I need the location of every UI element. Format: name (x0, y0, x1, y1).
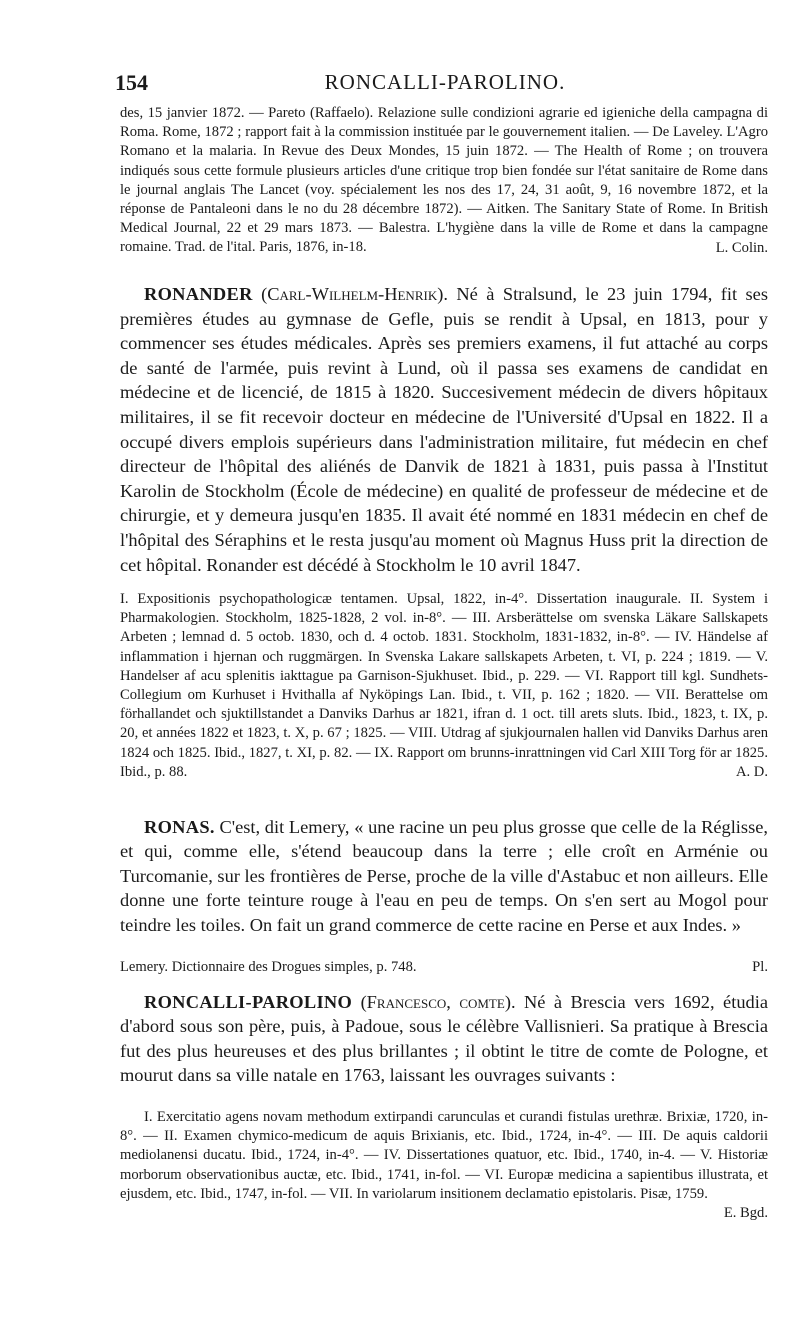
entry-roncalli (120, 990, 768, 1088)
works-text-ronander: I. Expositionis psychopathologicæ tentamen. Upsal, 1822, in-4°. Dissertation inaugurale. II. System i Pharmakologien. Stockholm, 1825-1828, 2 vol. in-8°. — III. Arsberättelse om svenska Läkare Sallskapets Arbeten ; lemnad d. 5 octob. 1830, och d. 4 octob. 1831. Stockholm, 1831-1832, in-8°. — IV. Händelse af inflammation i hjernan och ruggmärgen. In Svenska Lakare sallskapets Arbeten, t. VI, p. 224 ; 1819. — V. Handelser af acu splenitis iakttague pa Garnison-Sjukhuset. Ibid., p. 229. — VI. Rapport till kgl. Sundhets-Collegium om Kurhuset i Hvithalla af Nyköpings Lan. Ibid., t. VII, p. 162 ; 1820. — VII. Berattelse om förhallandet och sjuktillstandet a Danviks Darhus ar 1821, ifran d. 1 oct. till arets sluts. Ibid., 1823, t. IX, p. 20, et années 1822 et 1823, t. X, p. 67 ; 1825. — VIII. Utdrag af sjukjournalen hallen vid Danviks Darhus aren 1824 och 1825. Ibid., 1827, t. XI, p. 82. — IX. Rapport om brunns-inrattningen vid Carl XIII Torg för ar 1825. Ibid., p. 88. (120, 591, 768, 780)
works-text-roncalli: I. Exercitatio agens novam methodum extirpandi carunculas et curandi fistulas urethræ. Brixiæ, 1720, in-8°. — II. Examen chymico-medicum de aquis Brixianis, etc. Ibid., 1724, in-4°. — III. De aquis caldorii mediolanensi ducatu. Ibid., 1724, in-4°. — IV. Dissertationes quatuor, etc. Ibid., 1740, in-4. — V. Historiæ morborum observationibus auctæ, etc. Ibid., 1741, in-fol. — VI. Europæ medicina a sapientibus illustrata, et ejusdem, etc. Ibid., 1747, in-fol. — VII. In variolarum insitionem declamatio epistolaris. Pisæ, 1759. (120, 1109, 768, 1202)
running-title: RONCALLI-PAROLINO. (324, 70, 566, 94)
page-number: 154 (115, 70, 148, 95)
works-roncalli (120, 1108, 768, 1223)
entry-ronas (120, 815, 768, 937)
entry-text-ronas: C'est, dit Lemery, « une racine un peu plus grosse que celle de la Réglisse, et qui, comme elle, s'étend beaucoup dans la terre ; elle croît en Arménie ou Turcomanie, sur les frontières de Perse, proche de la ville d'Astabuc et non ailleurs. Elle donne une forte teinture rouge à l'eau en peu de temps. On s'en sert au Mogol pour teindre les toiles. On fait un grand commerce de cette racine en Perse et aux Indes. » (120, 817, 768, 935)
headword-ronander: RONANDER (144, 284, 253, 304)
headword-ronas: RONAS. (144, 817, 215, 837)
forenames-ronander: (Carl-Wilhelm-Henrik). (261, 284, 448, 304)
entry-text-roncalli: Né à Brescia vers 1692, étudia d'abord sous son père, puis, à Padoue, sous le célèbre Vallisnieri. Sa pratique à Brescia fut des plus heureuses et des plus brillantes ; il obtint le titre de comte de Pologne, et mourut dans sa ville natale en 1763, laissant les ouvrages suivants : (120, 992, 768, 1086)
entry-text-ronander: Né à Stralsund, le 23 juin 1794, fit ses premières études au gymnase de Gefle, puis se rendit à Upsal, en 1813, pour y commencer ses études médicales. Après ses premiers examens, il fut attaché au corps de santé de l'armée, puis revint à Lund, où il passa ses examens de candidat en médecine et de licencié, de 1815 à 1820. Succesivement médecin de divers hôpitaux militaires, il se fit recevoir docteur en médecine de l'Université d'Upsal en 1822. Il a occupé divers emplois supérieurs dans l'administration militaire, fut médecin en chef directeur de l'hôpital des aliénés de Danvik de 1821 à 1831, puis passa à l'Institut Karolin de Stockholm (École de médecine) en qualité de professeur de médecine et de chirurgie, et y demeura jusqu'en 1835. Il avait été nommé en 1831 médecin en chef de l'hôpital des Séraphins et le resta jusqu'au moment où Magnus Huss prit la direction de cet hôpital. Ronander est décédé à Stockholm le 10 avril 1847. (120, 284, 768, 575)
bibliography-continued (120, 104, 768, 258)
source-ronas (120, 958, 768, 977)
page-header (115, 70, 775, 100)
works-ronander (120, 590, 768, 782)
entry-ronander (120, 282, 768, 577)
source-text-ronas: Lemery. Dictionnaire des Drogues simples, p. 748. (120, 959, 417, 975)
forenames-roncalli: (Francesco, comte). (360, 992, 516, 1012)
bibliography-text: des, 15 janvier 1872. — Pareto (Raffaelo). Relazione sulle condizioni agrarie ed igieniche della campagna di Roma. Rome, 1872 ; rapport fait à la commission instituée par le gouvernement italien. — De Laveley. L'Agro Romano et la malaria. In Revue des Deux Mondes, 15 juin 1872. — The Health of Rome ; on trouvera indiqués sous cette formule plusieurs articles d'une critique trop bien fondée sur l'état sanitaire de Rome dans le journal anglais The Lancet (voy. spécialement les nos des 17, 24, 31 août, 9, 16 novembre 1872, et la réponse de Pantaleoni dans le no du 28 décembre 1872). — Aitken. The Sanitary State of Rome. In British Medical Journal, 22 et 29 mars 1873. — Balestra. L'hygiène dans la ville de Rome et dans la campagne romaine. Trad. de l'ital. Paris, 1876, in-18. (120, 105, 768, 256)
signature-colin: L. Colin. (715, 239, 768, 256)
signature-ad: A. D. (735, 764, 768, 781)
signature-pl: Pl. (752, 959, 768, 976)
signature-bgd: E. Bgd. (723, 1205, 768, 1222)
headword-roncalli: RONCALLI-PAROLINO (144, 992, 353, 1012)
